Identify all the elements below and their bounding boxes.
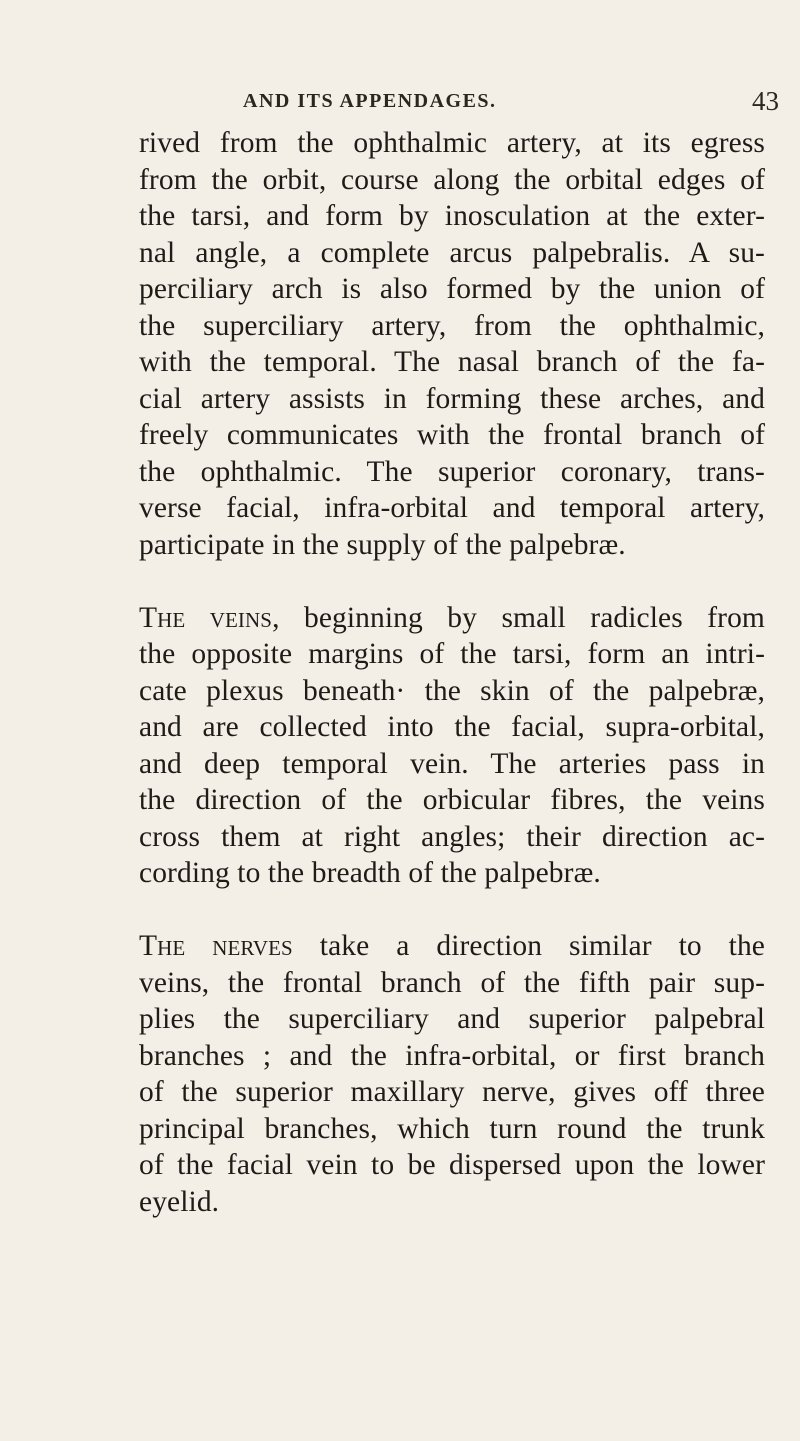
text-line: the ophthalmic. The superior coronary, trans- (139, 455, 765, 488)
text-line: veins, the frontal branch of the fifth pair sup- (139, 966, 765, 999)
text-line-first (139, 928, 765, 965)
text-fragment: take a direction similar to the (292, 930, 765, 962)
text-line: and are collected into the facial, supra-orbital, (139, 711, 765, 743)
text-line: freely communicates with the frontal branch of (139, 419, 765, 451)
text-line: of the superior maxillary nerve, gives off three (139, 1076, 765, 1108)
text-line: perciliary arch is also formed by the union of (139, 273, 765, 305)
text-line: the opposite margins of the tarsi, form an intri- (139, 638, 765, 670)
text-line: from the orbit, course along the orbital edges of (139, 163, 765, 196)
text-fragment: beginning by small radicles from (279, 601, 765, 634)
paragraph-lead: The nerves (139, 930, 293, 962)
text-line: cross them at right angles; their direction ac- (139, 820, 765, 853)
page-number: 43 (752, 86, 779, 116)
text-line: of the facial vein to be dispersed upon the lower (139, 1149, 765, 1181)
text-line: the superciliary artery, from the ophthalmic, (139, 309, 765, 342)
text-line: and deep temporal vein. The arteries pass in (139, 747, 765, 780)
text-line: branches ; and the infra-orbital, or first branch (139, 1039, 765, 1072)
text-line: the tarsi, and form by inosculation at the exter- (139, 200, 765, 232)
text-line: plies the superciliary and superior palpebral (139, 1003, 765, 1035)
paragraph-nerves (139, 928, 765, 1220)
text-line: the direction of the orbicular fibres, the veins (139, 784, 765, 816)
page-header (0, 86, 800, 126)
text-line: eyelid. (139, 1185, 220, 1218)
text-line: rived from the ophthalmic artery, at its egress (139, 127, 765, 159)
text-line: cate plexus beneath· the skin of the palpebræ, (139, 674, 765, 707)
paragraph-lead: The veins, (139, 601, 280, 634)
text-line-first (139, 600, 765, 637)
text-line: with the temporal. The nasal branch of the fa- (139, 346, 765, 378)
text-line: cial artery assists in forming these arches, and (139, 382, 765, 415)
text-line: cording to the breadth of the palpebræ. (139, 857, 601, 889)
text-line: principal branches, which turn round the trunk (139, 1112, 765, 1145)
paragraph-arteries (139, 125, 765, 563)
body-text (139, 125, 765, 1257)
running-head: AND ITS APPENDAGES. (243, 90, 497, 112)
text-line: participate in the supply of the palpebræ. (139, 528, 626, 561)
text-line: nal angle, a complete arcus palpebralis. A su- (139, 236, 765, 269)
paragraph-veins (139, 600, 765, 892)
text-line: verse facial, infra-orbital and temporal artery, (139, 492, 765, 524)
